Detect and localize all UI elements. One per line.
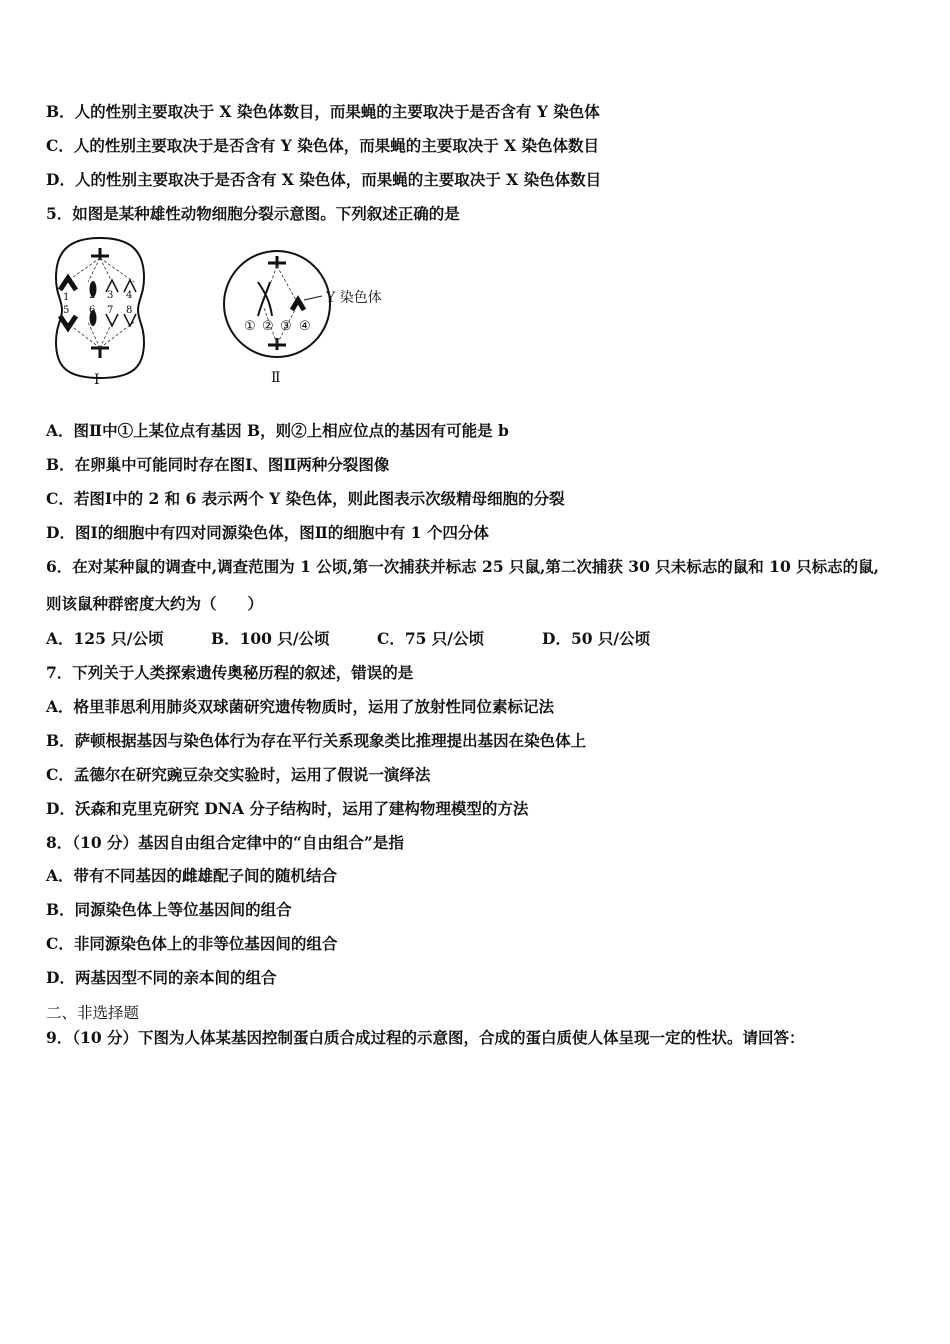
q8-option-a: A．带有不同基因的雌雄配子间的随机结合 [46, 866, 338, 885]
fig2-num-3: ③ [280, 319, 292, 334]
fig1-num-2: 2 [89, 290, 96, 301]
fig1-label: Ⅰ [94, 372, 100, 388]
q6-option-c: C．75 只/公顷 [377, 629, 484, 648]
q5-option-a: A．图Ⅱ中①上某位点有基因 B，则②上相应位点的基因有可能是 b [46, 421, 509, 440]
fig1-num-6: 6 [89, 305, 96, 316]
q9-stem: 9．（10 分）下图为人体某基因控制蛋白质合成过程的示意图，合成的蛋白质使人体呈现一定的性状。请回答： [46, 1028, 805, 1047]
q7-option-c: C．孟德尔在研究豌豆杂交实验时，运用了假说一演绎法 [46, 765, 431, 784]
q4-option-d: D．人的性别主要取决于是否含有 X 染色体，而果蝇的主要取决于 X 染色体数目 [46, 170, 602, 189]
fig1-num-7: 7 [107, 305, 114, 316]
q8-option-d: D．两基因型不同的亲本间的组合 [46, 968, 277, 987]
q8-option-b: B．同源染色体上等位基因间的组合 [46, 900, 292, 919]
q8-option-c: C．非同源染色体上的非等位基因间的组合 [46, 934, 338, 953]
fig1-num-3: 3 [107, 290, 114, 301]
q7-option-d: D．沃森和克里克研究 DNA 分子结构时，运用了建构物理模型的方法 [46, 799, 529, 818]
q8-stem: 8．（10 分）基因自由组合定律中的“自由组合”是指 [46, 833, 404, 852]
q7-option-b: B．萨顿根据基因与染色体行为存在平行关系现象类比推理提出基因在染色体上 [46, 731, 587, 750]
q6-option-b: B．100 只/公顷 [211, 629, 330, 648]
q6-option-a: A．125 只/公顷 [46, 629, 164, 648]
fig2-num-4: ④ [299, 319, 311, 334]
q6-stem-line2: 则该鼠种群密度大约为（ ） [46, 594, 264, 613]
q5-option-b: B．在卵巢中可能同时存在图Ⅰ、图Ⅱ两种分裂图像 [46, 455, 390, 474]
cell-figure-2 [222, 244, 402, 390]
fig1-num-4: 4 [126, 290, 133, 301]
section-title: 二、非选择题 [46, 1004, 140, 1022]
q6-stem-line1: 6．在对某种鼠的调查中,调查范围为 1 公顷,第一次捕获并标志 25 只鼠,第二次捕获 30 只未标志的鼠和 10 只标志的鼠, [46, 557, 880, 576]
fig2-num-2: ② [262, 319, 274, 334]
q5-option-c: C．若图Ⅰ中的 2 和 6 表示两个 Y 染色体，则此图表示次级精母细胞的分裂 [46, 489, 565, 508]
q7-stem: 7．下列关于人类探索遗传奥秘历程的叙述，错误的是 [46, 663, 414, 682]
q7-option-a: A．格里菲思利用肺炎双球菌研究遗传物质时，运用了放射性同位素标记法 [46, 697, 555, 716]
q6-option-d: D．50 只/公顷 [542, 629, 651, 648]
y-chromosome-label: Y 染色体 [326, 290, 382, 306]
q4-option-c: C．人的性别主要取决于是否含有 Y 染色体，而果蝇的主要取决于 X 染色体数目 [46, 136, 600, 155]
fig1-num-8: 8 [126, 305, 133, 316]
fig2-label: Ⅱ [271, 370, 281, 386]
fig2-num-1: ① [244, 319, 256, 334]
q4-option-b: B．人的性别主要取决于 X 染色体数目，而果蝇的主要取决于是否含有 Y 染色体 [46, 102, 600, 121]
cell-figure-1 [46, 232, 158, 388]
q5-option-d: D．图Ⅰ的细胞中有四对同源染色体，图Ⅱ的细胞中有 1 个四分体 [46, 523, 489, 542]
fig1-num-1: 1 [63, 292, 70, 303]
q5-stem: 5．如图是某种雄性动物细胞分裂示意图。下列叙述正确的是 [46, 204, 460, 223]
fig1-num-5: 5 [63, 305, 70, 316]
